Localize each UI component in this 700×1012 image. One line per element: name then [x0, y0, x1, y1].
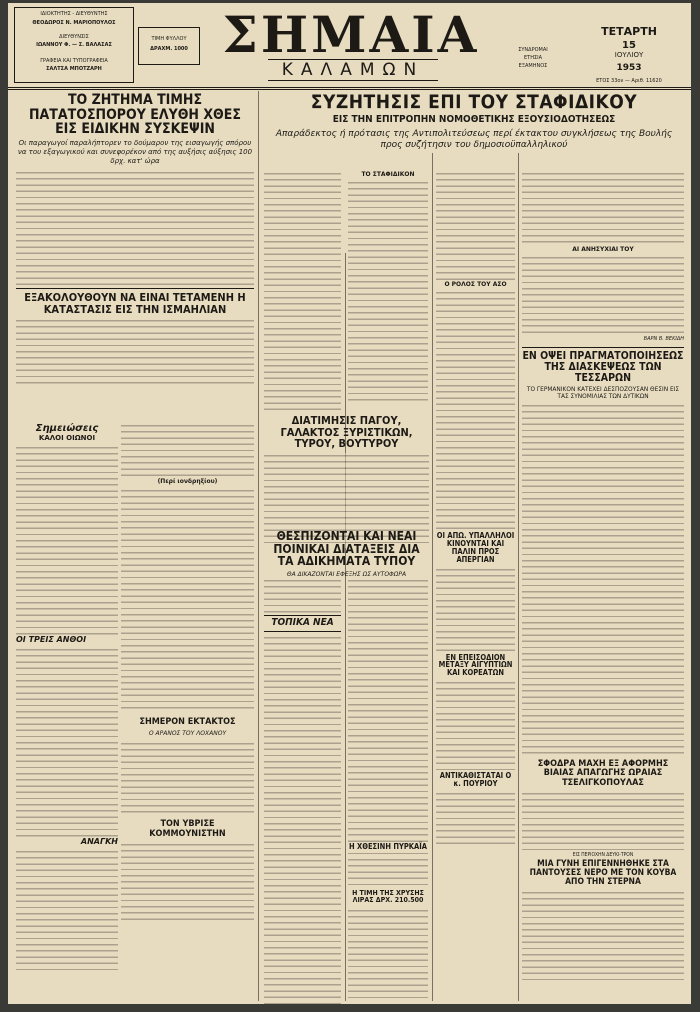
article-text: [348, 908, 428, 998]
month: ΙΟΥΛΙΟΥ: [614, 51, 644, 59]
headline: ΑΝΑΓΚΗ: [80, 837, 118, 846]
right-section: [522, 171, 684, 985]
headline: ΟΙ ΤΡΕΙΣ ΑΝΘΟΙ: [16, 635, 87, 644]
headline: ΣΦΟΔΡΑ ΜΑΧΗ ΕΞ ΑΦΟΡΜΗΣ ΒΙΑΙΑΣ ΑΠΑΓΩΓΗΣ ΩΡΑΙΑΣ ΤΣΕΛΙΓΚΟΠΟΥΛΑΣ: [537, 758, 669, 788]
subscription-box: [498, 47, 568, 77]
article-text: [436, 290, 515, 530]
article-text: [522, 791, 684, 851]
fire-headline-block: [348, 841, 428, 853]
main-headline: ΣΥΖΗΤΗΣΙΣ ΕΠΙ ΤΟΥ ΣΤΑΦΙΔΙΚΟΥ: [310, 91, 638, 113]
subscription-line: ΣΥΝΔΡΟΜΑΙ: [518, 47, 548, 53]
article-text: [522, 255, 684, 335]
publisher-line: ΔΙΕΥΘΥΝΣΙΣ: [59, 34, 89, 40]
date-block: [574, 25, 684, 73]
small-heading: Ο ΡΟΛΟΣ ΤΟΥ ΑΣΟ: [444, 281, 507, 288]
article-text: [16, 849, 118, 974]
article-text: [121, 741, 254, 816]
article-text: [121, 423, 254, 478]
subscription-line: ΕΤΗΣΙΑ: [523, 55, 543, 61]
left-section: [16, 91, 254, 388]
article-text: [436, 171, 515, 281]
subscription-line: ΕΞΑΜΗΝΟΣ: [518, 63, 548, 69]
article-text: [436, 791, 515, 846]
headline: ΕΝ ΟΨΕΙ ΠΡΑΓΜΑΤΟΠΟΙΗΣΕΩΣ ΤΗΣ ΔΙΑΣΚΕΨΕΩΣ ΤΩΝ ΤΕΣΣΑΡΩΝ: [522, 350, 684, 385]
publisher-box: [14, 7, 134, 83]
article-text: [348, 180, 428, 405]
article-text: [16, 318, 254, 388]
headline: Η ΤΙΜΗ ΤΗΣ ΧΡΥΣΗΣ ΛΙΡΑΣ ΔΡΧ. 210.500: [352, 889, 424, 905]
publisher-line: ΙΔΙΟΚΤΗΤΗΣ - ΔΙΕΥΘΥΝΤΗΣ: [40, 11, 108, 17]
main-lower-column-1: [264, 578, 341, 1004]
article-text: [522, 890, 684, 985]
article-text: [16, 445, 118, 635]
weekday: ΤΕΤΑΡΤΗ: [601, 25, 657, 38]
article-text: [121, 842, 254, 922]
headline: ΔΙΑΤΙΜΗΣΙΣ ΠΑΓΟΥ, ΓΑΛΑΚΤΟΣ ΞΥΡΙΣΤΙΚΩΝ, ΤΥΡΟΥ, ΒΟΥΤΥΡΟΥ: [280, 414, 413, 451]
publisher-line: ΙΩΑΝΝΟΥ Φ. — Σ. ΒΑΛΑΣΑΣ: [36, 42, 112, 48]
small-heading: ΤΟ ΣΤΑΦΙΔΙΚΟΝ: [361, 171, 415, 178]
column-1: [16, 423, 118, 974]
day: 15: [622, 40, 636, 51]
article-text: [121, 488, 254, 713]
main-section: [264, 91, 684, 155]
newspaper-page: [8, 3, 691, 1004]
headline: ΘΕΣΠΙΖΟΝΤΑΙ ΚΑΙ ΝΕΑΙ ΠΟΙΝΙΚΑΙ ΔΙΑΤΑΞΕΙΣ ΔΙΑ ΤΑ ΑΔΙΚΗΜΑΤΑ ΤΥΠΟΥ: [273, 529, 420, 569]
publisher-line: ΣΑΛΤΣΑ ΜΠΟΤΖΑΡΗ: [46, 66, 102, 72]
small-heading: ΑΙ ΑΝΗΣΥΧΙΑΙ ΤΟΥ: [572, 246, 634, 253]
subheadline: Ο ΑΡΑΝΟΣ ΤΟΥ ΛΟΧΑΝΟΥ: [148, 730, 227, 738]
newspaper-subtitle: ΚΑΛΑΜΩΝ: [268, 59, 438, 81]
subheadline: ΤΟ ΓΕΡΜΑΝΙΚΟΝ ΚΑΤΕΧΕΙ ΔΕΣΠΟΖΟΥΣΑΝ ΘΕΣΙΝ ΕΙΣ ΤΑΣ ΣΥΝΟΜΙΛΙΑΣ ΤΩΝ ΔΥΤΙΚΩΝ: [526, 385, 680, 400]
price-label: ΤΙΜΗ ΦΥΛΛΟΥ: [151, 36, 187, 42]
headline: ΤΟ ΖΗΤΗΜΑ ΤΙΜΗΣ ΠΑΤΑΤΟΣΠΟΡΟΥ ΕΛΥΘΗ ΧΘΕΣ ΕΙΣ ΕΙΔΙΚΗΝ ΣΥΣΚΕΨΙΝ: [29, 92, 241, 138]
main-column-3: [436, 171, 515, 846]
main-lower-column-2: [348, 578, 428, 998]
column-2: [121, 423, 254, 922]
main-column-2: [348, 171, 428, 405]
signature: ΒΑΡΝ Β. ΒΕΚΙΔΗ: [643, 336, 684, 342]
main-section-3: [264, 528, 429, 579]
headline: ΕΞΑΚΟΛΟΥΘΟΥΝ ΝΑ ΕΙΝΑΙ ΤΕΤΑΜΕΝΗ Η ΚΑΤΑΣΤΑΣΙΣ ΕΙΣ ΤΗΝ ΙΣΜΑΗΛΙΑΝ: [24, 291, 246, 316]
issue-number: ΕΤΟΣ 33ον — Αριθ. 11620: [596, 78, 662, 84]
small-heading: (Περί ιονδρηξίου): [157, 478, 218, 485]
main-subheadline: ΕΙΣ ΤΗΝ ΕΠΙΤΡΟΠΗΝ ΝΟΜΟΘΕΤΙΚΗΣ ΕΞΟΥΣΙΟΔΟΤΗΣΕΩΣ: [332, 113, 616, 125]
masthead: [8, 3, 691, 90]
subheadline: ΚΑΛΟΙ ΟΙΩΝΟΙ: [38, 434, 96, 442]
article-text: [522, 171, 684, 246]
main-deck: Απαράδεκτος ή πρότασις της Αντιπολιτεύσεως περί έκτακτου συγκλήσεως της Βουλής προς συζήτησιν του δημοσιοϋπαλληλικού: [275, 129, 673, 151]
headline: Σημειώσεις: [35, 423, 99, 434]
newspaper-title: ΣΗΜΑΙΑ: [222, 5, 480, 64]
headline: ΑΝΤΙΚΑΘΙΣΤΑΤΑΙ Ο κ. ΠΟΥΡΙΟΥ: [439, 771, 512, 788]
headline: ΜΙΑ ΓΥΝΗ ΕΠΙΓΕΝΝΗΘΗΚΕ ΣΤΑ ΠΑΝΤΟΥΣΕΣ ΝΕΡΟ ΜΕ ΤΟΝ ΚΟΥΒΑ ΑΠΟ ΤΗΝ ΣΤΕΡΝΑ: [529, 859, 677, 888]
publisher-line: ΓΡΑΦΕΙΑ ΚΑΙ ΤΥΠΟΓΡΑΦΕΙΑ: [40, 58, 108, 64]
article-text: [16, 170, 254, 285]
kicker: ΕΙΣ ΠΕΡΙΟΧΗΝ ΔΕΥΚΙ-ΤΡΟΝ: [572, 851, 634, 858]
article-text: [436, 680, 515, 770]
headline: ΟΙ ΑΠΩ. ΥΠΑΛΛΗΛΟΙ ΚΙΝΟΥΝΤΑΙ ΚΑΙ ΠΑΛΙΝ ΠΡΟΣ ΑΠΕΡΓΙΑΝ: [436, 531, 515, 564]
main-column-1: [264, 171, 341, 411]
article-text: [522, 403, 684, 758]
article-text: [264, 635, 341, 1005]
headline: ΣΗΜΕΡΟΝ ΕΚΤΑΚΤΟΣ: [139, 717, 236, 727]
article-text: [16, 647, 118, 837]
headline: Η ΧΘΕΣΙΝΗ ΠΥΡΚΑΪΑ: [349, 842, 427, 851]
price-value: ΔΡΑΧΜ. 1000: [150, 46, 188, 52]
headline: ΤΟΝ ΥΒΡΙΣΕ ΚΟΜΜΟΥΝΙΣΤΗΝ: [149, 819, 226, 839]
subheadline: ΘΑ ΔΙΚΑΖΟΝΤΑΙ ΕΦΕΞΗΣ ΩΣ ΑΥΤΟΦΩΡΑ: [286, 570, 407, 578]
article-text: [264, 578, 341, 613]
publisher-line: ΘΕΟΔΩΡΟΣ Ν. ΜΑΡΙΟΠΟΥΛΟΣ: [32, 20, 116, 26]
subheadline: Οι παραγωγοί παραλήπτορεν το δούμαρον της εισαγωγής σπόρου να του εξαγωγικού και συνεφορέκον από της αυξήσις αύξησις 100 δρχ. κατ' ώρα: [17, 139, 253, 166]
article-text: [436, 567, 515, 652]
price-box: [138, 27, 200, 65]
headline: ΤΟΠΙΚΑ ΝΕΑ: [264, 615, 341, 632]
year: 1953: [616, 63, 642, 73]
article-text: [264, 171, 341, 411]
headline: ΕΝ ΕΠΕΙΣΟΔΙΟΝ ΜΕΤΑΞΥ ΑΙΓΥΠΤΙΩΝ ΚΑΙ ΚΟΡΕΑΤΩΝ: [438, 652, 513, 678]
